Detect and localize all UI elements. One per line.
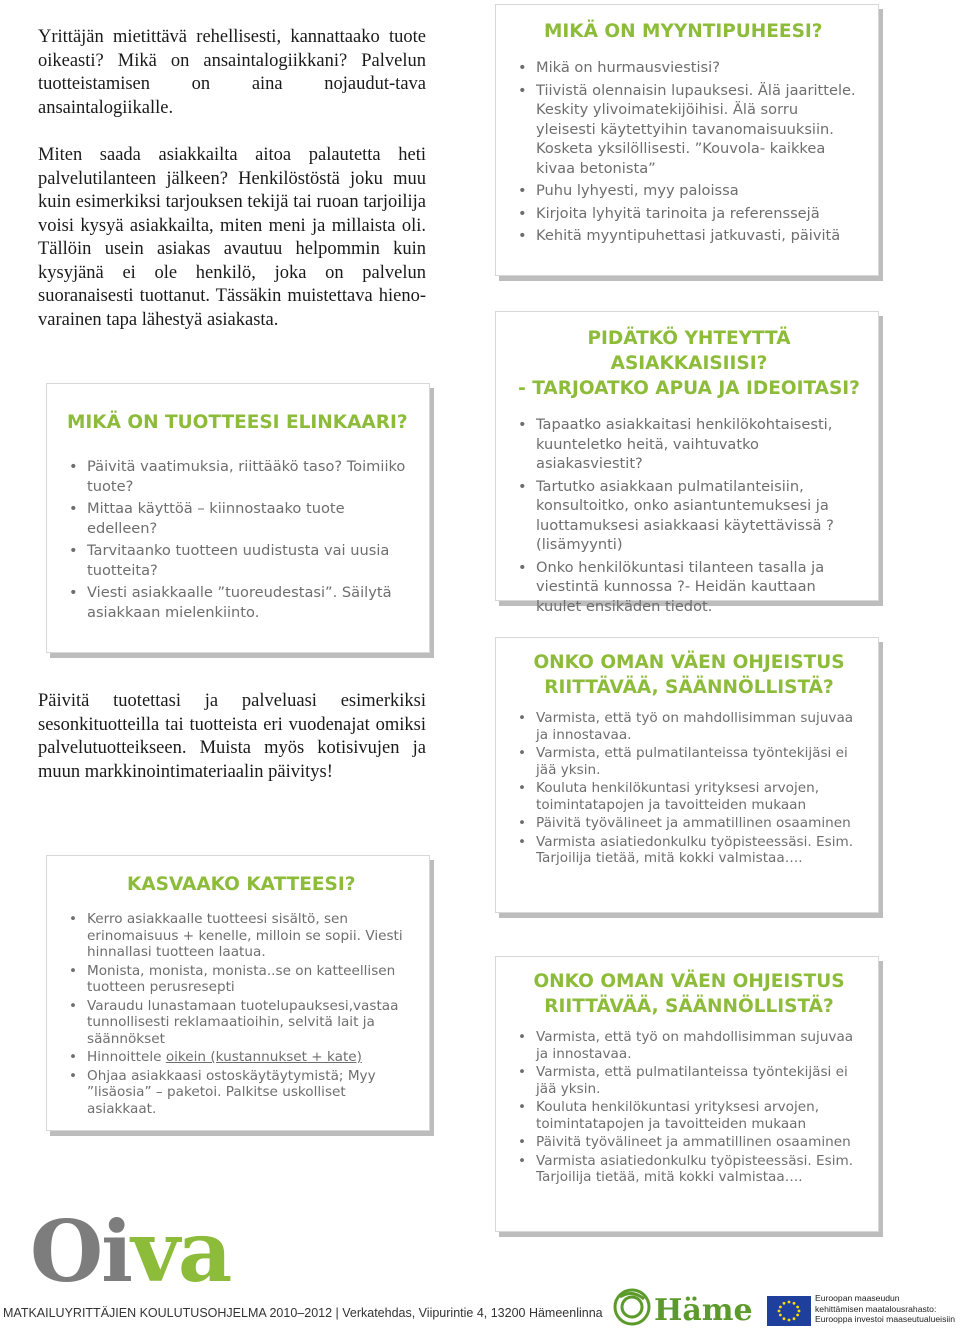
card-title: KASVAAKO KATTEESI?: [127, 874, 356, 895]
bullet-icon: •: [518, 780, 527, 796]
card-katteet: [46, 855, 430, 1131]
bullet-icon: •: [518, 1064, 527, 1080]
list-item: • Onko henkilökuntasi tilanteen tasalla ja viestintä kunnossa ?- Heidän kauttaan kuulet ensikäden tiedot.: [518, 558, 825, 615]
list-item: • Päivitä vaatimuksia, riittääkö taso? Toimiiko tuote?: [69, 458, 406, 495]
list-item: • Kehitä myyntipuhettasi jatkuvasti, päivitä: [518, 227, 841, 244]
list-item: • Kouluta henkilökuntasi yrityksesi arvojen, toimintatapojen ja tavoitteiden mukaan: [518, 780, 820, 813]
bullet-icon: •: [518, 477, 527, 495]
bullet-icon: •: [518, 1134, 527, 1150]
intro-paragraph-1: Yrittäjän mietittävä rehellisesti, kannattaako tuote oikeasti? Mikä on ansaintalogiikkani? Palvelun tuotteistamisen on aina nojaudut-tava ansaintalogiikalle.: [38, 27, 426, 118]
bullet-icon: •: [518, 59, 527, 76]
card-list: [516, 1029, 862, 1186]
bullet-icon: •: [69, 997, 78, 1014]
bullet-icon: •: [518, 416, 527, 433]
bullet-icon: •: [69, 542, 78, 559]
list-item: • Kirjoita lyhyitä tarinoita ja referenssejä: [518, 204, 820, 222]
list-item: • Kouluta henkilökuntasi yrityksesi arvojen, toimintatapojen ja tavoitteiden mukaan: [518, 1099, 820, 1132]
list-item: • Varmista, että pulmatilanteissa työntekijäsi ei jää yksin.: [518, 1064, 848, 1097]
card-title-line-1: PIDÄTKÖ YHTEYTTÄ ASIAKKAISIISI?: [587, 328, 791, 374]
bullet-icon: •: [518, 815, 527, 831]
bullet-icon: •: [518, 227, 527, 244]
card-title: MIKÄ ON MYYNTIPUHEESI?: [544, 21, 823, 42]
bullet-icon: •: [518, 833, 527, 850]
middle-paragraph: Päivitä tuotettasi ja palveluasi esimerkiksi sesonkituotteilla tai tuotteista eri vuodenajat omiksi palvelutuotteikseen. Muista myös kotisivujen ja muun markkinointimateriaalin päivitys!: [38, 691, 426, 782]
bullet-icon: •: [69, 1067, 78, 1084]
list-item: • Mittaa käyttöä – kiinnostaako tuote edelleen?: [69, 500, 345, 537]
list-item: • Varmista, että työ on mahdollisimman sujuvaa ja innostavaa.: [518, 1029, 854, 1062]
bullet-icon: •: [518, 81, 527, 99]
eu-flag-icon: [767, 1296, 811, 1326]
bullet-icon: •: [69, 911, 78, 927]
card-list: [67, 911, 413, 1117]
oiva-logo: [30, 1202, 231, 1301]
list-item: • Varmista asiatiedonkulku työpisteessäsi. Esim. Tarjoilija tietää, mitä kokki valmistaa….: [518, 833, 854, 866]
card-title-line-2: - TARJOATKO APUA JA IDEOITASI?: [518, 378, 860, 399]
bullet-icon: •: [518, 710, 527, 726]
card-title-line-1: ONKO OMAN VÄEN OHJEISTUS: [533, 652, 845, 673]
bullet-icon: •: [518, 182, 527, 199]
list-item: • Päivitä työvälineet ja ammatillinen osaaminen: [518, 815, 851, 831]
middle-text: [38, 690, 426, 808]
intro-paragraph-2: Miten saada asiakkailta aitoa palautetta heti palvelutilanteen jälkeen? Henkilöstöstä joku muu kuin esimerkiksi tarjouksen tekijä tai ruoan tarjoilija voisi kysyä asiakkailta, miten meni ja millaista oli. Tällöin usein asiakas avautuu helpommin kuin kysyjänä ei ole henkilö, joka on palvelun suoranaisesti tuottanut. Tässäkin muistettava hieno-varainen tapa lähestyä asiakasta.: [38, 145, 426, 330]
list-item: • Kerro asiakkaalle tuotteesi sisältö, sen erinomaisuus + kenelle, milloin se sopii. Viesti hinnallasi tuotteen laatua.: [69, 911, 403, 960]
card-yhteys: [495, 311, 879, 615]
bullet-icon: •: [518, 1152, 527, 1169]
card-list: [516, 415, 862, 616]
bullet-icon: •: [69, 500, 78, 517]
card-ohjeistus-1: [495, 637, 879, 913]
underlined-text: oikein (kustannukset + kate): [165, 1049, 362, 1065]
list-item: • Puhu lyhyesti, myy paloissa: [518, 182, 739, 199]
list-item: • Varmista, että pulmatilanteissa työntekijäsi ei jää yksin.: [518, 745, 848, 778]
oiva-logo-part-gray: Oi: [30, 1202, 132, 1301]
list-item: • Tartutko asiakkaan pulmatilanteisiin, konsultoitko, onko asiantuntemuksesi ja luottamuksesi asiakkaasi käytettävissä ?(lisämyynti): [518, 477, 834, 553]
card-list: [516, 710, 862, 867]
bullet-icon: •: [518, 745, 527, 761]
list-item: • Tiivistä olennaisin lupauksesi. Älä jaarittele. Keskity ylivoimatekijöihisi. Älä sorru yleisesti käytettyihin tavanomaisuuksiin. Kosketa yksilöllisesti. ”Kouvola- kaikkea kivaa betonista”: [518, 81, 856, 177]
bullet-icon: •: [518, 558, 527, 576]
bullet-icon: •: [69, 458, 78, 475]
card-ohjeistus-2: [495, 956, 879, 1232]
eu-fund-text: Euroopan maaseudun kehittämisen maatalousrahasto: Eurooppa investoi maaseutualueisiin: [815, 1293, 955, 1324]
list-item: • Hinnoittele oikein (kustannukset + kate): [69, 1049, 362, 1065]
bullet-icon: •: [518, 1099, 527, 1115]
card-list: [67, 457, 413, 622]
bullet-icon: •: [69, 584, 78, 601]
card-title-line-2: RIITTÄVÄÄ, SÄÄNNÖLLISTÄ?: [544, 677, 834, 698]
footer-text: MATKAILUYRITTÄJIEN KOULUTUSOHJELMA 2010–2012 | Verkatehdas, Viipurintie 4, 13200 Hämeenlinna: [3, 1306, 603, 1320]
card-title: MIKÄ ON TUOTTEESI ELINKAARI?: [67, 412, 408, 433]
list-item: • Mikä on hurmausviestisi?: [518, 59, 720, 76]
hame-swirl-icon: [615, 1290, 649, 1324]
intro-text: [38, 26, 426, 356]
bullet-icon: •: [69, 962, 78, 979]
list-item: • Varmista asiatiedonkulku työpisteessäsi. Esim. Tarjoilija tietää, mitä kokki valmistaa….: [518, 1152, 854, 1185]
oiva-logo-part-green: va: [131, 1202, 231, 1301]
list-item: • Tarvitaanko tuotteen uudistusta vai uusia tuotteita?: [69, 542, 390, 579]
list-item: • Varaudu lunastamaan tuotelupauksesi,vastaa tunnollisesti reklamaatioihin, selvitä lait ja säännökset: [69, 997, 399, 1047]
list-item: • Monista, monista, monista..se on katteellisen tuotteen perusresepti: [69, 962, 396, 995]
bullet-icon: •: [518, 1029, 527, 1045]
list-item: • Päivitä työvälineet ja ammatillinen osaaminen: [518, 1134, 851, 1150]
hame-logo-text: Häme: [654, 1293, 753, 1328]
list-item: • Ohjaa asiakkaasi ostoskäytäytymistä; Myy ”lisäosia” – paketoi. Palkitse uskolliset asiakkaat.: [69, 1067, 376, 1117]
card-myyntipuhe: [495, 4, 879, 276]
list-item: • Viesti asiakkaalle ”tuoreudestasi”. Säilytä asiakkaan mielenkiinto.: [69, 584, 392, 621]
hame-logo: [612, 1285, 754, 1329]
eu-stars-icon: [767, 1296, 811, 1326]
card-list: [516, 58, 862, 246]
list-item: • Varmista, että työ on mahdollisimman sujuvaa ja innostavaa.: [518, 710, 854, 743]
card-title-line-2: RIITTÄVÄÄ, SÄÄNNÖLLISTÄ?: [544, 996, 834, 1017]
card-elinkaari: [46, 383, 430, 653]
list-item: • Tapaatko asiakkaitasi henkilökohtaisesti, kuunteletko heitä, vaihtuvatko asiakasviestit?: [518, 416, 833, 472]
card-title-line-1: ONKO OMAN VÄEN OHJEISTUS: [533, 971, 845, 992]
bullet-icon: •: [518, 204, 527, 222]
bullet-icon: •: [69, 1049, 78, 1065]
